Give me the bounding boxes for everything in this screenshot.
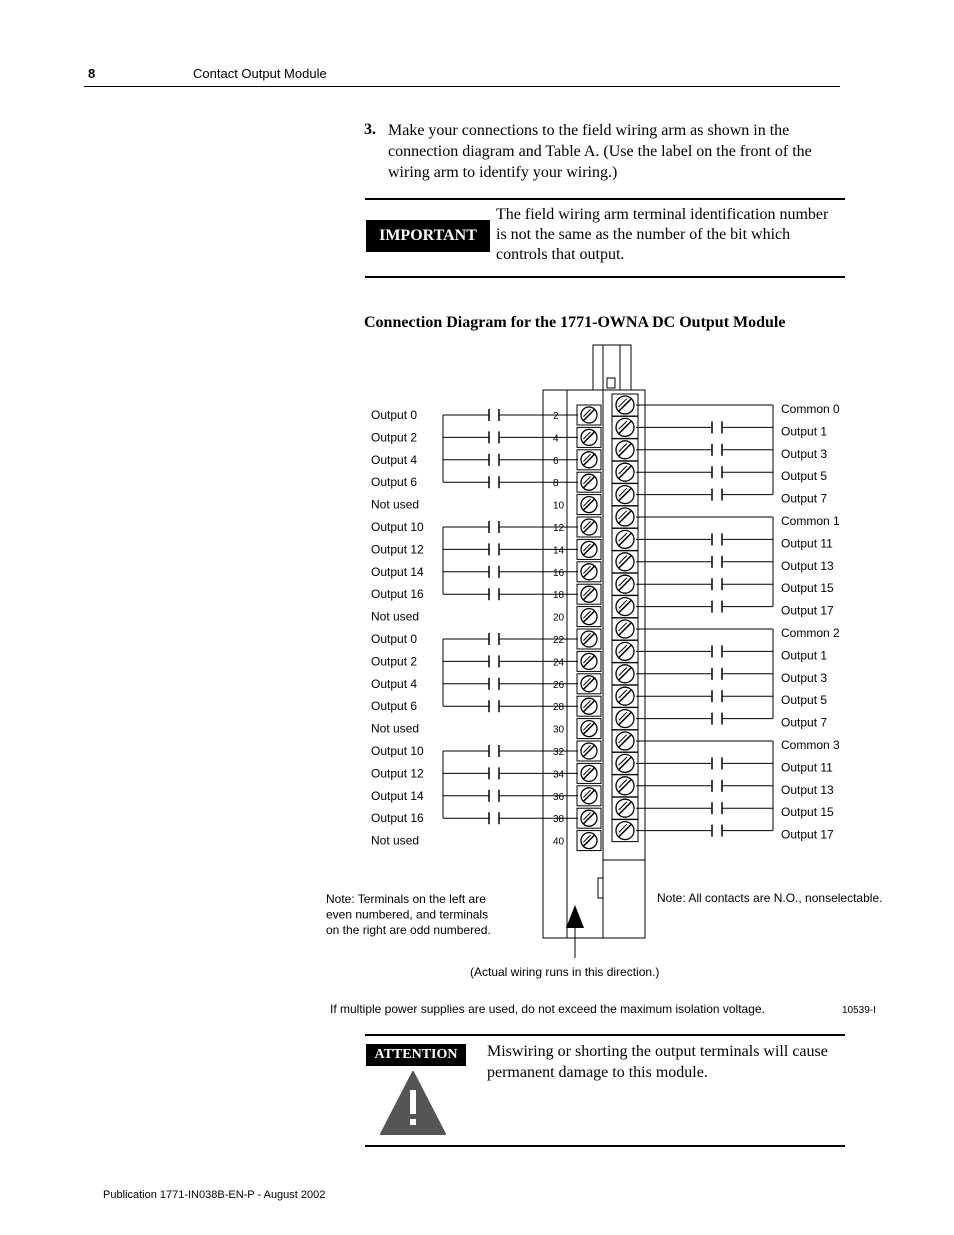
right-contact bbox=[712, 421, 722, 433]
terminal-number: 14 bbox=[553, 545, 565, 557]
left-terminal-label: Output 4 bbox=[371, 676, 418, 691]
attention-bottom-rule bbox=[365, 1145, 845, 1147]
terminal-screw-odd bbox=[612, 820, 638, 842]
right-contact bbox=[712, 780, 722, 792]
terminal-screw-even bbox=[577, 405, 601, 425]
terminal-number: 24 bbox=[553, 657, 565, 669]
terminal-screw-odd bbox=[612, 685, 638, 707]
left-terminal-label: Output 16 bbox=[371, 811, 424, 826]
terminal-screw-odd bbox=[612, 573, 638, 595]
terminal-screw-odd bbox=[612, 797, 638, 819]
left-contact bbox=[489, 812, 499, 824]
left-contact bbox=[489, 543, 499, 555]
terminal-screw-odd bbox=[612, 596, 638, 618]
right-terminal-label: Output 13 bbox=[781, 558, 834, 573]
terminal-screw-odd bbox=[612, 775, 638, 797]
terminal-screw-even bbox=[577, 495, 601, 515]
terminal-number: 20 bbox=[553, 612, 565, 624]
terminal-screw-odd bbox=[612, 506, 638, 528]
terminal-number: 18 bbox=[553, 590, 565, 602]
terminal-number: 16 bbox=[553, 567, 565, 579]
terminal-screw-odd bbox=[612, 484, 638, 506]
right-terminal-label: Output 15 bbox=[781, 581, 834, 596]
left-terminal-label: Output 4 bbox=[371, 452, 418, 467]
attention-top-rule bbox=[365, 1034, 845, 1036]
terminal-screw-odd bbox=[612, 461, 638, 483]
right-terminal-label: Output 5 bbox=[781, 693, 828, 708]
left-contact bbox=[489, 566, 499, 578]
footer-publication: Publication 1771-IN038B-EN-P - August 2002 bbox=[103, 1189, 326, 1201]
terminal-screw-even bbox=[577, 584, 601, 604]
terminal-screw-even bbox=[577, 539, 601, 559]
note-right: Note: All contacts are N.O., nonselectable. bbox=[657, 891, 883, 905]
attention-badge: ATTENTION bbox=[366, 1044, 466, 1066]
right-contact bbox=[712, 556, 722, 568]
right-terminal-label: Output 15 bbox=[781, 805, 834, 820]
left-terminal-label: Output 10 bbox=[371, 744, 424, 758]
terminal-number: 4 bbox=[553, 433, 559, 445]
terminal-screw-even bbox=[577, 651, 601, 671]
note-left-line: on the right are odd numbered. bbox=[326, 923, 491, 937]
left-contact bbox=[489, 431, 499, 443]
terminal-screw-odd bbox=[612, 752, 638, 774]
terminal-screw-even bbox=[577, 696, 601, 716]
right-terminal-label: Output 1 bbox=[781, 424, 828, 439]
left-terminal-label: Output 2 bbox=[371, 430, 418, 445]
right-terminal-label: Common 1 bbox=[781, 514, 840, 528]
terminal-screw-even bbox=[577, 629, 601, 649]
attention-text: Miswiring or shorting the output terminals will cause permanent damage to this module. bbox=[487, 1043, 828, 1081]
right-terminal-label: Common 2 bbox=[781, 626, 840, 640]
right-terminal-label: Output 13 bbox=[781, 782, 834, 797]
left-contact bbox=[489, 700, 499, 712]
terminal-number: 22 bbox=[553, 635, 565, 646]
figure-id: 10539-I bbox=[842, 1005, 876, 1016]
left-contact bbox=[489, 409, 499, 421]
terminal-number: 6 bbox=[553, 455, 559, 467]
latch-tab bbox=[607, 378, 615, 388]
terminal-number: 38 bbox=[553, 814, 565, 826]
right-terminal-label: Output 11 bbox=[781, 536, 833, 551]
left-terminal-label: Output 0 bbox=[371, 632, 418, 646]
left-contact bbox=[489, 633, 499, 645]
right-terminal-label: Common 3 bbox=[781, 738, 840, 752]
right-terminal-label: Output 1 bbox=[781, 648, 828, 663]
right-contact bbox=[712, 713, 722, 725]
terminal-screw-even bbox=[577, 517, 601, 537]
right-contact bbox=[712, 645, 722, 657]
terminal-screw-even bbox=[577, 741, 601, 761]
terminal-screw-odd bbox=[612, 618, 638, 640]
terminal-screw-even bbox=[577, 831, 601, 851]
left-terminal-label: Output 6 bbox=[371, 475, 418, 490]
terminal-screw-even bbox=[577, 607, 601, 627]
right-contact bbox=[712, 825, 722, 837]
terminal-number: 10 bbox=[553, 500, 565, 512]
terminal-screw-even bbox=[577, 450, 601, 470]
terminal-screw-even bbox=[577, 719, 601, 739]
important-text: The field wiring arm terminal identification number is not the same as the number of the bit which controls that output. bbox=[496, 206, 829, 263]
left-contact bbox=[489, 476, 499, 488]
terminal-number: 32 bbox=[553, 747, 565, 758]
terminal-screw-odd bbox=[612, 416, 638, 438]
left-terminal-label: Not used bbox=[371, 721, 420, 736]
note-left-line: Note: Terminals on the left are bbox=[326, 892, 486, 906]
right-terminal-label: Output 7 bbox=[781, 715, 828, 730]
housing-clip bbox=[598, 878, 603, 898]
terminal-screw-odd bbox=[612, 663, 638, 685]
wiring-direction-arrow-icon bbox=[566, 905, 584, 928]
right-contact bbox=[712, 489, 722, 501]
right-terminal-label: Output 5 bbox=[781, 469, 828, 484]
terminal-screw-odd bbox=[612, 640, 638, 662]
left-contact bbox=[489, 678, 499, 690]
right-contact bbox=[712, 802, 722, 814]
right-terminal-label: Output 3 bbox=[781, 670, 828, 685]
terminal-number: 26 bbox=[553, 679, 565, 691]
right-terminal-label: Output 17 bbox=[781, 603, 834, 618]
wiring-arm-top-latch bbox=[593, 345, 631, 390]
terminal-screw-odd bbox=[612, 528, 638, 550]
left-contact bbox=[489, 454, 499, 466]
right-terminal-label: Output 11 bbox=[781, 760, 833, 775]
left-terminal-label: Not used bbox=[371, 609, 420, 624]
left-terminal-label: Output 2 bbox=[371, 654, 418, 669]
terminal-screw-odd bbox=[612, 394, 638, 416]
left-terminal-label: Output 14 bbox=[371, 564, 424, 579]
left-contact bbox=[489, 588, 499, 600]
left-terminal-label: Output 14 bbox=[371, 788, 424, 803]
bottom-note: If multiple power supplies are used, do not exceed the maximum isolation voltage. bbox=[330, 1002, 765, 1016]
right-contact bbox=[712, 578, 722, 590]
page-number: 8 bbox=[88, 66, 96, 81]
right-terminal-label: Output 17 bbox=[781, 827, 834, 842]
terminal-number: 8 bbox=[553, 478, 559, 490]
right-contact bbox=[712, 533, 722, 545]
right-contact bbox=[712, 601, 722, 613]
right-contact bbox=[712, 690, 722, 702]
running-head: Contact Output Module bbox=[193, 66, 327, 81]
terminal-screw-even bbox=[577, 786, 601, 806]
terminal-screw-even bbox=[577, 808, 601, 828]
terminal-number: 40 bbox=[553, 836, 565, 848]
right-terminal-label: Output 7 bbox=[781, 491, 828, 506]
left-terminal-label: Not used bbox=[371, 833, 420, 848]
step-number: 3. bbox=[364, 121, 376, 138]
terminal-screw-odd bbox=[612, 551, 638, 573]
left-contact bbox=[489, 767, 499, 779]
right-terminal-label: Common 0 bbox=[781, 402, 840, 416]
terminal-screw-odd bbox=[612, 439, 638, 461]
right-terminal-label: Output 3 bbox=[781, 446, 828, 461]
note-left-line: even numbered, and terminals bbox=[326, 907, 489, 922]
terminal-number: 30 bbox=[553, 724, 565, 736]
left-terminal-label: Output 10 bbox=[371, 520, 424, 534]
terminal-number: 28 bbox=[553, 702, 565, 714]
terminal-screw-odd bbox=[612, 708, 638, 730]
left-terminal-label: Output 6 bbox=[371, 699, 418, 714]
terminal-screw-even bbox=[577, 472, 601, 492]
left-contact bbox=[489, 745, 499, 757]
left-contact bbox=[489, 521, 499, 533]
left-terminal-label: Output 12 bbox=[371, 542, 424, 557]
left-terminal-label: Output 12 bbox=[371, 766, 424, 781]
terminal-screw-even bbox=[577, 674, 601, 694]
terminal-number: 2 bbox=[553, 411, 559, 422]
terminal-screw-even bbox=[577, 763, 601, 783]
warning-triangle-icon bbox=[378, 1068, 448, 1138]
important-badge: IMPORTANT bbox=[366, 220, 490, 252]
left-contact bbox=[489, 655, 499, 667]
terminal-screw-odd bbox=[612, 730, 638, 752]
arrow-caption: (Actual wiring runs in this direction.) bbox=[470, 965, 660, 979]
terminal-screw-even bbox=[577, 562, 601, 582]
left-terminal-label: Not used bbox=[371, 497, 420, 512]
left-contact bbox=[489, 790, 499, 802]
right-contact bbox=[712, 444, 722, 456]
diagram-title: Connection Diagram for the 1771-OWNA DC Output Module bbox=[364, 314, 786, 331]
terminal-number: 36 bbox=[553, 791, 565, 803]
terminal-number: 34 bbox=[553, 769, 565, 781]
left-terminal-label: Output 16 bbox=[371, 587, 424, 602]
right-contact bbox=[712, 757, 722, 769]
right-contact bbox=[712, 668, 722, 680]
left-terminal-label: Output 0 bbox=[371, 408, 418, 422]
terminal-number: 12 bbox=[553, 523, 565, 534]
right-contact bbox=[712, 466, 722, 478]
step-text: Make your connections to the field wiring arm as shown in the connection diagram and Table A. (Use the label on the front of the wiring arm to identify your wiring.) bbox=[388, 122, 812, 181]
terminal-screw-even bbox=[577, 427, 601, 447]
